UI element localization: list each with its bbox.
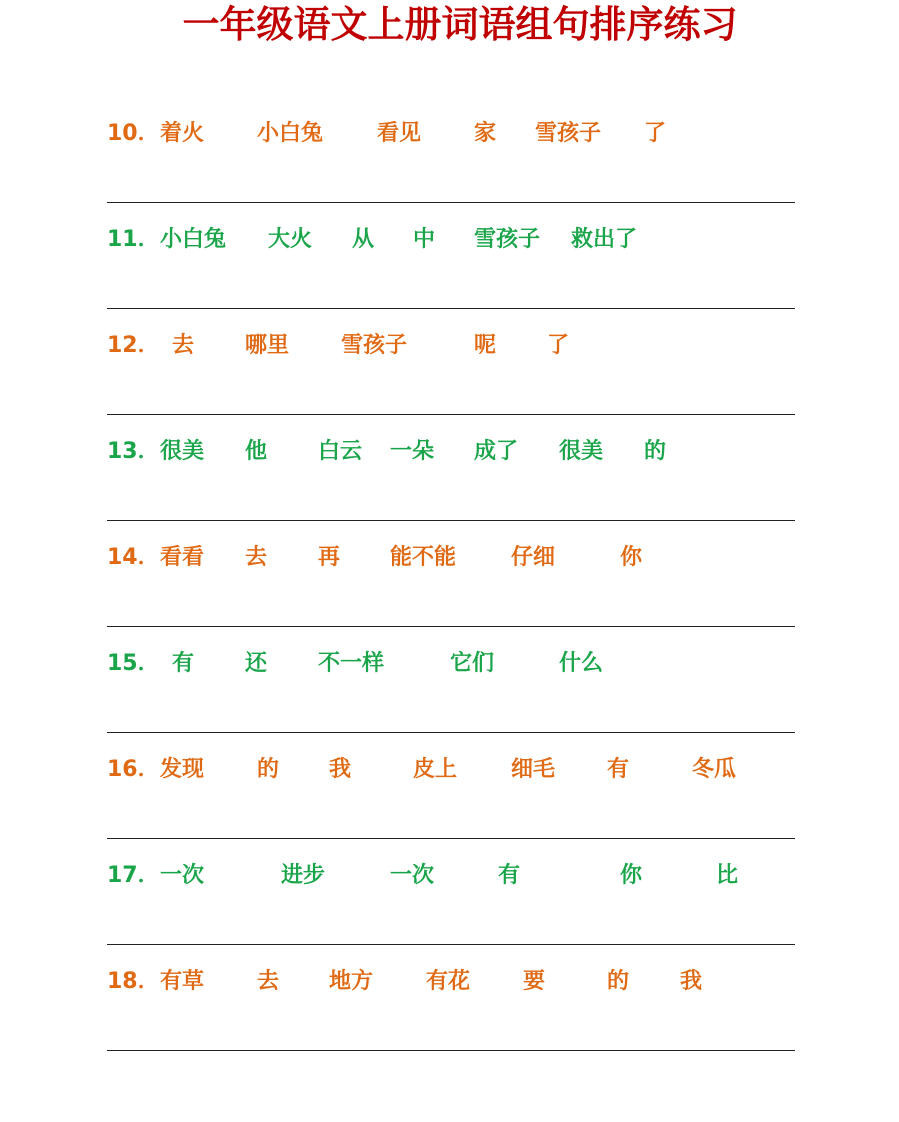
word-chip: 成了	[474, 439, 519, 464]
word-chip: 从	[352, 227, 375, 252]
word-chip: 你	[620, 545, 643, 570]
answer-line[interactable]	[107, 626, 795, 627]
word-chip: 呢	[474, 333, 497, 358]
word-chip: 他	[245, 439, 268, 464]
exercise-row	[0, 120, 899, 226]
word-chip: 哪里	[245, 333, 290, 358]
question-number: 17．	[107, 863, 160, 888]
word-chip: 小白兔	[257, 121, 324, 146]
word-chip: 一次	[160, 863, 205, 888]
word-chip: 家	[474, 121, 497, 146]
word-chip: 它们	[450, 651, 495, 676]
word-chip: 很美	[559, 439, 604, 464]
word-chip: 地方	[329, 969, 374, 994]
answer-line[interactable]	[107, 308, 795, 309]
word-chip: 皮上	[413, 757, 458, 782]
question-number: 15．	[107, 651, 160, 676]
word-chip: 冬瓜	[692, 757, 737, 782]
answer-line[interactable]	[107, 1050, 795, 1051]
word-chip: 雪孩子	[535, 121, 602, 146]
word-chip: 什么	[559, 651, 604, 676]
word-chip: 你	[620, 863, 643, 888]
word-chip: 有花	[426, 969, 471, 994]
word-chip: 细毛	[511, 757, 556, 782]
word-chip: 我	[680, 969, 703, 994]
word-chip: 再	[318, 545, 341, 570]
word-chip: 的	[644, 439, 667, 464]
word-chip: 着火	[160, 121, 205, 146]
word-chip: 发现	[160, 757, 205, 782]
word-chip: 雪孩子	[341, 333, 408, 358]
exercise-row	[0, 544, 899, 650]
question-number: 16．	[107, 757, 160, 782]
question-number: 11．	[107, 227, 160, 252]
word-chip: 有	[498, 863, 521, 888]
word-chip: 有草	[160, 969, 205, 994]
word-chip: 了	[644, 121, 667, 146]
word-chip: 能不能	[390, 545, 457, 570]
answer-line[interactable]	[107, 520, 795, 521]
word-chip: 我	[329, 757, 352, 782]
word-chip: 去	[245, 545, 268, 570]
answer-line[interactable]	[107, 414, 795, 415]
word-chip: 有	[172, 651, 195, 676]
word-chip: 很美	[160, 439, 205, 464]
word-chip: 看看	[160, 545, 205, 570]
word-chip: 比	[716, 863, 739, 888]
exercise-row	[0, 756, 899, 862]
word-chip: 小白兔	[160, 227, 227, 252]
word-chip: 了	[547, 333, 570, 358]
word-chip: 一朵	[390, 439, 435, 464]
answer-line[interactable]	[107, 944, 795, 945]
question-number: 13．	[107, 439, 160, 464]
word-chip: 白云	[318, 439, 363, 464]
exercise-row	[0, 332, 899, 438]
word-chip: 进步	[281, 863, 326, 888]
word-chip: 大火	[268, 227, 313, 252]
word-chip: 中	[413, 227, 436, 252]
word-chip: 雪孩子	[474, 227, 541, 252]
question-number: 18．	[107, 969, 160, 994]
answer-line[interactable]	[107, 202, 795, 203]
answer-line[interactable]	[107, 732, 795, 733]
word-chip: 有	[607, 757, 630, 782]
exercise-row	[0, 226, 899, 332]
exercise-row	[0, 650, 899, 756]
word-chip: 要	[523, 969, 546, 994]
word-chip: 还	[245, 651, 268, 676]
question-number: 10．	[107, 121, 160, 146]
word-chip: 看见	[377, 121, 422, 146]
word-chip: 的	[607, 969, 630, 994]
word-chip: 去	[172, 333, 195, 358]
word-chip: 仔细	[511, 545, 556, 570]
answer-line[interactable]	[107, 838, 795, 839]
question-number: 12．	[107, 333, 160, 358]
word-chip: 的	[257, 757, 280, 782]
word-chip: 救出了	[571, 227, 638, 252]
page-title: 一年级语文上册词语组句排序练习	[182, 3, 738, 46]
word-chip: 去	[257, 969, 280, 994]
exercise-row	[0, 968, 899, 1074]
question-number: 14．	[107, 545, 160, 570]
word-chip: 不一样	[318, 651, 385, 676]
exercise-row	[0, 862, 899, 968]
exercise-row	[0, 438, 899, 544]
word-chip: 一次	[390, 863, 435, 888]
